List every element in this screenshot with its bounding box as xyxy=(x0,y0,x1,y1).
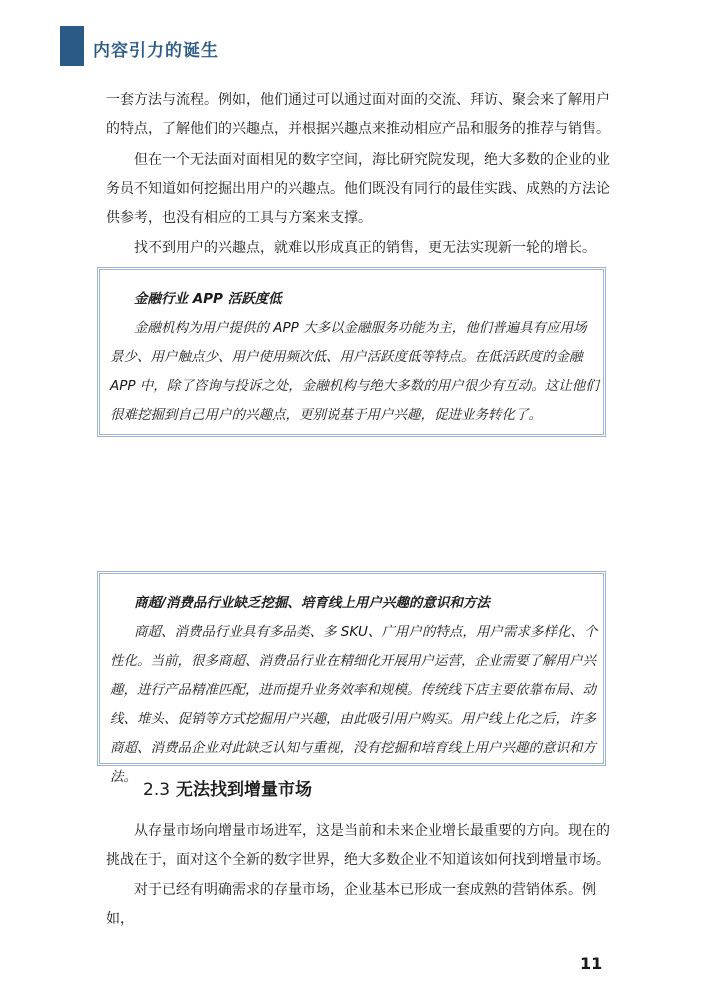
case-box-retail xyxy=(97,571,606,785)
page-number: 11 xyxy=(580,954,603,973)
case-box-title: 金融行业 APP 活跃度低 xyxy=(134,291,282,307)
section-number: 2.3 xyxy=(143,780,171,800)
body-paragraph: 但在一个无法面对面相见的数字空间，海比研究院发现，绝大多数的企业的业务员不知道如何挖掘出用户的兴趣点。他们既没有同行的最佳实践、成熟的方法论供参考，也没有相应的工具与方案来支撑。 xyxy=(106,152,610,226)
case-box-text: 金融机构为用户提供的 APP 大多以金融服务功能为主，他们普遍具有应用场景少、用户触点少、用户使用频次低、用户活跃度低等特点。在低活跃度的金融 APP 中，除了咨询与投诉之处，金融机构与绝大多数的用户很少有互动。这让他们很难挖掘到自己用户的兴趣点，更别说基于用户兴趣，促进业务转化了。 xyxy=(110,320,599,423)
body-paragraph: 找不到用户的兴趣点，就难以形成真正的销售，更无法实现新一轮的增长。 xyxy=(134,240,596,256)
section-heading xyxy=(143,775,312,800)
case-box-finance xyxy=(97,267,606,437)
body-paragraph: 一套方法与流程。例如，他们通过可以通过面对面的交流、拜访、聚会来了解用户的特点，了解他们的兴趣点，并根据兴趣点来推动相应产品和服务的推荐与销售。 xyxy=(106,92,610,137)
section-title: 无法找到增量市场 xyxy=(175,780,312,800)
case-box-text: 商超、消费品行业具有多品类、多 SKU、广用户的特点，用户需求多样化、个性化。当前，很多商超、消费品行业在精细化开展用户运营，企业需要了解用户兴趣，进行产品精准匹配，进而提升业务效率和规模。传统线下店主要依靠布局、动线、堆头、促销等方式挖掘用户兴趣，由此吸引用户购买。用户线上化之后，许多商超、消费品企业对此缺乏认知与重视，没有挖掘和培育线上用户兴趣的意识和方法。 xyxy=(110,624,598,785)
body-paragraph: 从存量市场向增量市场进军，这是当前和未来企业增长最重要的方向。现在的挑战在于，面对这个全新的数字世界，绝大多数企业不知道该如何找到增量市场。 xyxy=(106,823,610,868)
header-accent-bar xyxy=(60,26,84,66)
body-paragraph: 对于已经有明确需求的存量市场，企业基本已形成一套成熟的营销体系。例如， xyxy=(106,882,596,927)
running-header-title: 内容引力的诞生 xyxy=(93,41,219,61)
case-box-title: 商超/消费品行业缺乏挖掘、培育线上用户兴趣的意识和方法 xyxy=(134,595,490,611)
